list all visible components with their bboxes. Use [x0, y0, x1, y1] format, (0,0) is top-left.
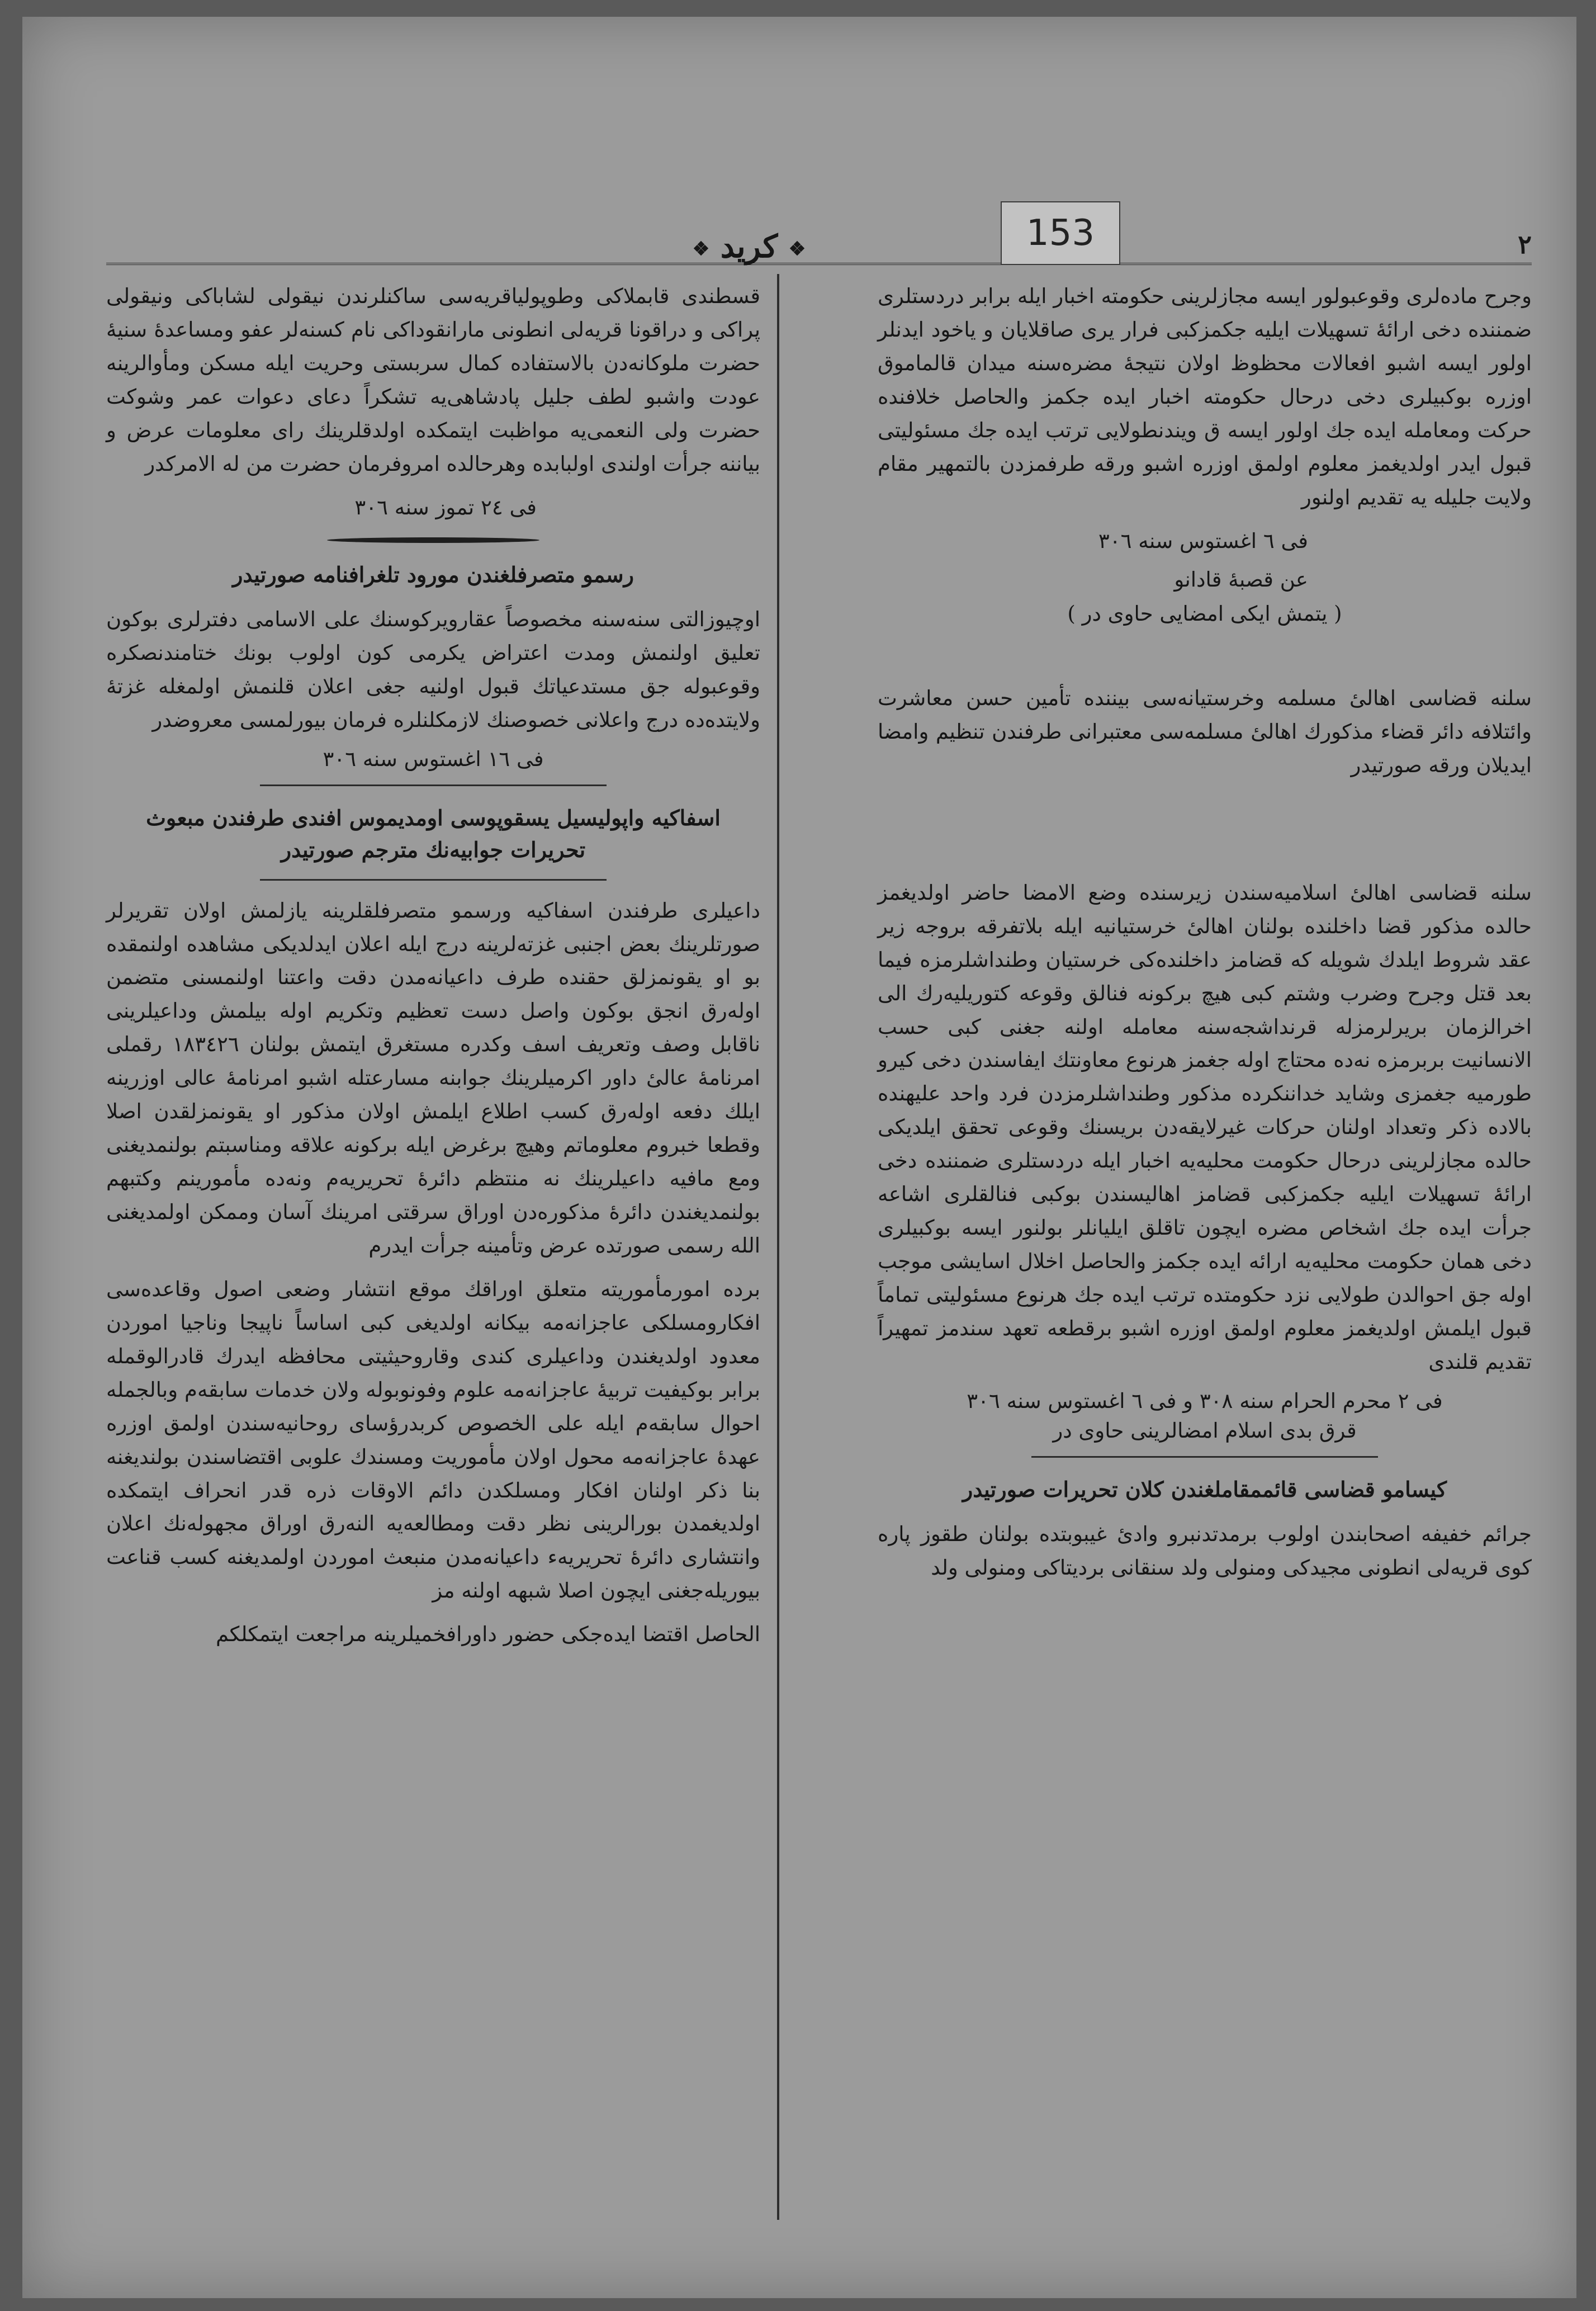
dateline: فی ٢ محرم الحرام سنه ٣٠٨ و فی ٦ اغستوس سنه ٣٠٦ — [967, 1388, 1443, 1413]
signature-note: ( یتمش ایکی امضایی حاوی در ) — [1067, 601, 1342, 626]
page-number: ٢ — [1518, 229, 1532, 259]
ornament-icon: ❖ — [788, 238, 806, 261]
dateline: فی ٢٤ تموز سنه ٣٠٦ — [354, 495, 537, 519]
article-heading: سلنه قضاسی اهالیٔ مسلمه وخرستیانه‌سی بیننده تأمین حسن معاشرت وائتلافه دائر قضاء مذکورك اهالیٔ مسلمه‌سی معتبرانی طرفندن تنظیم وامضا ایدیلان ورقه صورتیدر — [878, 686, 1532, 777]
ornament-icon: ❖ — [692, 238, 710, 261]
paragraph: الحاصل اقتضا ایده‌جکی حضور داورافخمیلرینه مراجعت ایتمکلکم — [216, 1622, 760, 1647]
paragraph: اوچیوزالتی سنه‌سنه مخصوصاً عقارویرکوسنك علی الاسامی دفترلری بوکون تعلیق اولنمش ومدت اعتراض یکرمی کون اولوب بونك ختامندنصکره وقوعبوله جق مستدعیاتك قبول اولنیه جغی اعلان قلنمش اولمغله غزتهٔ ولایتده‌ده درج واعلانی خصوصنك لازمکلنلره فرمان بیورلمسی معروضدر — [106, 607, 760, 732]
column-divider — [777, 274, 779, 2220]
separator-line — [260, 784, 607, 786]
folio-label: 153 — [1001, 201, 1120, 265]
dateline: فی ٦ اغستوس سنه ٣٠٦ — [1098, 528, 1308, 553]
article-heading: کیسامو قضاسی قائممقاملغندن کلان تحریرات صورتیدر — [962, 1476, 1447, 1502]
newspaper-title — [643, 228, 855, 265]
paragraph: وجرح مادەلری وقوعبولور ایسه مجازلرینی حکومته اخبار ایله برابر دردستلری ضمننده دخی ارائهٔ تسهیلات ایلیه جکمزکبی فرار یری صاقلایان و یاخود ایدنلر اولور ایسه اشبو افعالات محظوظ اولان نتیجهٔ مضرەسنه میدان قالماموق اوزره بوکبیلری دخی درحال حکومته اخبار ایده جکمز والحاصل خلافنده حرکت ومعامله ایده جك اولور ایسه ق ویندنطولایی ترتب ایده جك مسئولیتی قبول ایدر اولدیغمز معلوم اولمق اوزره اشبو ورقه طرفمزدن بالتمهیر مقام ولایت جلیله یه تقدیم اولنور — [878, 284, 1532, 509]
article-heading: اسفاکیه واپولیسیل یسقوپوسی اومدیموس افندی طرفندن مبعوث تحریرات جوابیه‌نك مترجم صورتیدر — [146, 805, 721, 862]
signature-note: قرق بدی اسلام امضالرینی حاوی در — [1053, 1418, 1357, 1443]
place-line: عن قصبهٔ قادانو — [1174, 567, 1308, 592]
right-column — [878, 280, 1532, 1595]
paragraph: قسطندی قابملاکی وطوپولیاقریه‌سی ساکنلرندن نیقولی لشاباکی ونیقولی پراکی و دراقونا قریه‌لی انطونی مارانقوداکی نام کسنه‌لر عفو ومساعدهٔ سنیهٔ حضرت ملوکانه‌دن بالاستفاده کمال سربستی وحریت ایله مسکن ومأوالرینه عودت واشبو لطف جلیل پادشاهی‌یه تشکراً دعای دعوات عمر وشوکت حضرت ولی النعمی‌یه مواظبت ایتمکده اولدقلرینك رای معلومات عرض و بیاننه جرأت اولندی اولبابده وهرحالده امروفرمان حضرت من له الامرکدر — [106, 284, 760, 476]
paragraph: برده امورمأموریته متعلق اوراقك موقع انتشار وضعی اصول وقاعده‌سی افکارومسلکی عاجزانه‌مه بیکانه اولدیغی کبی اساساً ناپیجا وناجیا اموردن معدود اولدیغندن وداعیلری کندی وقاروحیثیتی محافظه ایدرك قادرالوقمله برابر بوکیفیت تربیهٔ عاجزانه‌مه علوم وفونوبوله ولان خدمات سابقه‌م وبالجمله احوال سابقه‌م ایله علی الخصوص کربدرؤسای روحانیه‌سندن اولمق اوزره عهدهٔ عاجزانه‌مه محول اولان مأموریت ومسندك علوبی اقتضاسندن بولندیغنه بنا ذکر اولنان افکار ومسلکدن دائم الاوقات ذره قدر انحراف ایتمکده اولدیغمدن بورالرینی نظر دقت ومطالعه‌یه النەرق اوراق مجهوله‌نك اعلان وانتشاری دائرهٔ تحریریه‌ء داعیانه‌مدن منبعث اموردن اولمدیغنه کسب قناعت بیوریله‌جغنی ایچون اصلا شبهه اولنه مز — [106, 1277, 760, 1603]
title-text: كريد — [720, 228, 778, 265]
paragraph: جرائم خفیفه اصحابندن اولوب برمدتدنبرو وادیٔ غیبوبتده بولنان طقوز پاره کوی قریه‌لی انطونی مجیدکی ومنولی ولد سنقانی بردیتاکی ومنولی ولد — [878, 1521, 1532, 1580]
newspaper-sheet — [22, 17, 1576, 2298]
separator-line — [260, 879, 607, 881]
newspaper-page — [106, 185, 1532, 2153]
paragraph: سلنه قضاسی اهالیٔ اسلامیه‌سندن زیرسنده وضع الامضا حاضر اولدیغمز حالده مذکور قضا داخلنده بولنان اهالیٔ خرستیانیه ایله بلاتفرقه بروجه زیر عقد شروط ایلدك شویله که قضامز داخلنده‌کی خرستیان وطنداشلرمزه فیما بعد قتل وجرح وضرب وشتم کبی هیچ برکونه فنالق وقوعه کتوریلیه‌رك الی اخرالزمان بریرلرمزله قرنداشجه‌سنه معامله اولنه جغنی کبی حسب الانسانیت بربرمزه نه‌ده محتاج اوله جغمز هرنوع معاونتك ایفاسندن دخی کیرو طورمیه جغمزی وشاید خداننکرده مذکور وطنداشلرمزدن فرد واحد علیهنده بالاده ذکر وتعداد اولنان حرکات غیرلایقه‌دن بریسنك وقوعی تحقق ایلدیکی حالده مجازلرینی درحال حکومت محلیه‌یه اخبار ایله دردستلری ضمننده دخی ارائهٔ تسهیلات ایلیه جکمزکبی قضامز اهالیسندن بوکبی فنالقلری اشاعه جرأت ایده جك اشخاص مضرە ایچون تاقلق ایلیانلر بولنور ایسه بوکبیلری دخی همان حکومت محلیه‌یه ارائه ایده جکمز والحاصل اخلال اسایشی موجب اوله جق احوالدن طولایی نزد حکومتده ترتب ایده جك هرنوع مسئولیتی تماماً قبول ایلمش اولدیغمز معلوم اولمق اوزره اشبو برقطعه تعهد سندمز تمهیراً تقدیم قلندی — [878, 880, 1532, 1374]
ornamental-divider — [327, 537, 539, 543]
masthead — [106, 185, 1532, 265]
paragraph: داعیلری طرفندن اسفاکیه ورسمو متصرفلقلرینه یازلمش اولان تقریرلر صورتلرینك بعض اجنبی غزته‌لرینه درج ایله اعلان ایدلدیکی مشاهده اولنمقده بو او یقونمزلق حقنده طرف داعیانه‌مدن دقت واعتنا اولنمسنی متضمن اولەرق انجق بوکون واصل دست تعظیم وتکریم اوله بیلمش وداعیلرینی ناقابل وصف وتعریف اسف وکدره مستغرق ایتمش بولنان ١٨٣٤٢٦ رقملی امرنامهٔ عالیٔ داور اکرمیلرینك جوابنه مسارعتله اشبو امرنامهٔ عالی اوزرینه ایلك دفعه اولەرق کسب اطلاع ایلمش اولان مذکور او یقونمزلقدن اصلا وقطعا خبروم معلوماتم وهیچ برغرض ایله برکونه علاقه ومناسبتم بولنمدیغنی ومع مافیه داعیلرینك نه منتظم دائرهٔ تحریریەم ونەده مأمورینم وکتبهم بولنمدیغندن دائرهٔ مذکوره‌دن اوراق سرقتی امرینك آسان وممکن اولمدیغنی الله رسمی صورتده عرض وتأمینه جرأت ایدرم — [106, 898, 761, 1258]
article-heading: رسمو متصرفلغندن مورود تلغرافنامه صورتیدر — [233, 561, 634, 587]
dateline: فی ١٦ اغستوس سنه ٣٠٦ — [323, 746, 544, 771]
left-column — [106, 280, 760, 1661]
separator-line — [1031, 1456, 1378, 1458]
